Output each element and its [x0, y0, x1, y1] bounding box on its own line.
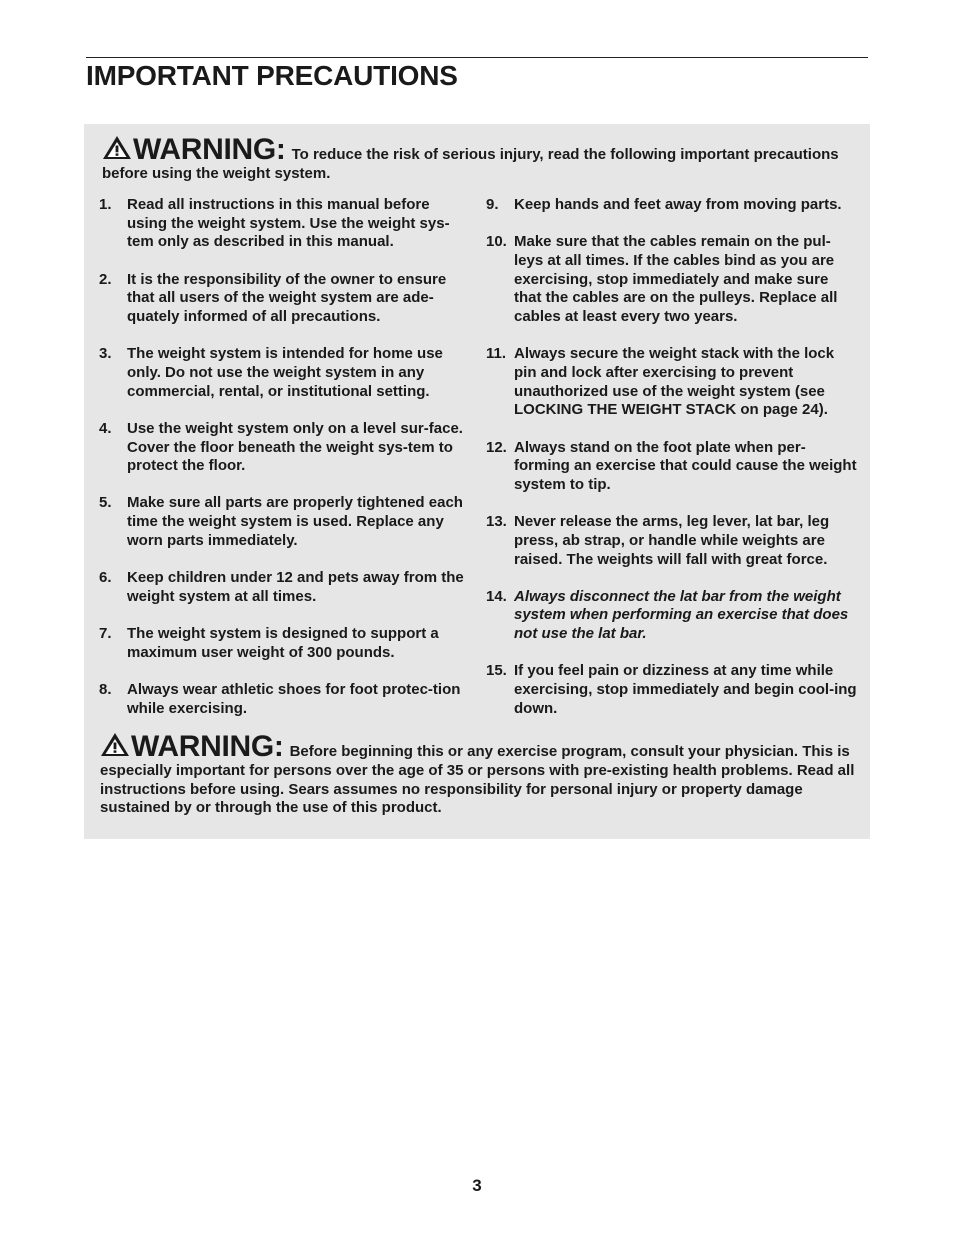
warning-text: Before beginning this or any exercise program, consult your physician. This is especially important for persons over the age of 35 or persons with pre-existing health problems. Read all instructions before using. Sears assumes no responsibility for personal injury or property damage sustained by or through the use of this product. [100, 743, 855, 817]
list-item [99, 420, 469, 476]
list-item [99, 196, 469, 252]
item-number: 10. [486, 233, 507, 251]
warning-heading [100, 732, 290, 762]
item-text: Never release the arms, leg lever, lat bar, leg press, ab strap, or handle while weights are raised. The weights will fall with great force. [514, 513, 830, 568]
item-number: 11. [486, 345, 507, 363]
list-item [486, 345, 858, 420]
item-number: 5. [99, 494, 112, 512]
item-number: 8. [99, 680, 112, 698]
item-number: 14. [486, 587, 507, 605]
top-rule [86, 57, 868, 58]
item-text: Keep children under 12 and pets away from the weight system at all times. [127, 569, 464, 605]
list-item [99, 681, 469, 718]
item-number: 12. [486, 438, 507, 456]
page-title: IMPORTANT PRECAUTIONS [86, 60, 458, 91]
list-item [486, 196, 858, 215]
warning-word: WARNING: [133, 133, 286, 166]
warning-word: WARNING: [131, 730, 284, 763]
item-text-italic: Always disconnect the lat bar from the weight system when performing an exercise that does not use the lat bar. [514, 587, 849, 643]
item-number: 4. [99, 419, 112, 437]
list-item [486, 588, 858, 644]
list-item [99, 625, 469, 662]
item-text: If you feel pain or dizziness at any time while exercising, stop immediately and begin cool-ing down. [514, 662, 857, 717]
item-text: Always secure the weight stack with the lock pin and lock after exercising to prevent unauthorized use of the weight system (see LOCKING THE WEIGHT STACK on page 24). [514, 345, 835, 419]
precautions-list-right [486, 196, 858, 737]
warning-triangle-icon [100, 732, 130, 757]
item-number: 7. [99, 624, 112, 642]
list-item [486, 439, 858, 495]
item-text: Always wear athletic shoes for foot protec-tion while exercising. [127, 680, 461, 717]
item-number: 6. [99, 569, 112, 587]
list-item [486, 513, 858, 569]
item-text: Read all instructions in this manual before using the weight system. Use the weight sys-tem only as described in this manual. [127, 196, 450, 251]
warning-heading [102, 135, 292, 165]
list-item [99, 271, 469, 327]
warning-triangle-icon [102, 135, 132, 160]
item-text: Make sure all parts are properly tightened each time the weight system is used. Replace any worn parts immediately. [127, 494, 463, 549]
item-number: 15. [486, 662, 507, 680]
item-text: Make sure that the cables remain on the pul-leys at all times. If the cables bind as you are exercising, stop immediately and make sure that the cables are on the pulleys. Replace all cables at least every two years. [514, 233, 838, 326]
warning-text: To reduce the risk of serious injury, read the following important precautions before using the weight system. [102, 146, 839, 182]
precautions-list-left [99, 196, 469, 737]
list-item [486, 662, 858, 718]
item-text: The weight system is designed to support a maximum user weight of 300 pounds. [127, 624, 439, 661]
item-text: The weight system is intended for home use only. Do not use the weight system in any commercial, rental, or institutional setting. [127, 345, 443, 400]
list-item [99, 494, 469, 550]
item-number: 9. [486, 196, 499, 213]
item-text: Use the weight system only on a level sur-face. Cover the floor beneath the weight sys-tem to protect the floor. [127, 419, 463, 475]
item-number: 13. [486, 513, 507, 531]
item-text: It is the responsibility of the owner to ensure that all users of the weight system are ade-quately informed of all precautions. [127, 270, 447, 326]
list-item [99, 345, 469, 401]
list-item [486, 233, 858, 327]
item-number: 3. [99, 345, 112, 363]
warning-bottom [100, 732, 862, 818]
item-text: Keep hands and feet away from moving parts. [514, 196, 842, 213]
item-number: 1. [99, 196, 112, 213]
item-text: Always stand on the foot plate when per-forming an exercise that could cause the weight system to tip. [514, 438, 857, 493]
list-item [99, 569, 469, 606]
page-number: 3 [472, 1176, 482, 1195]
item-number: 2. [99, 270, 112, 288]
warning-top [102, 135, 862, 184]
